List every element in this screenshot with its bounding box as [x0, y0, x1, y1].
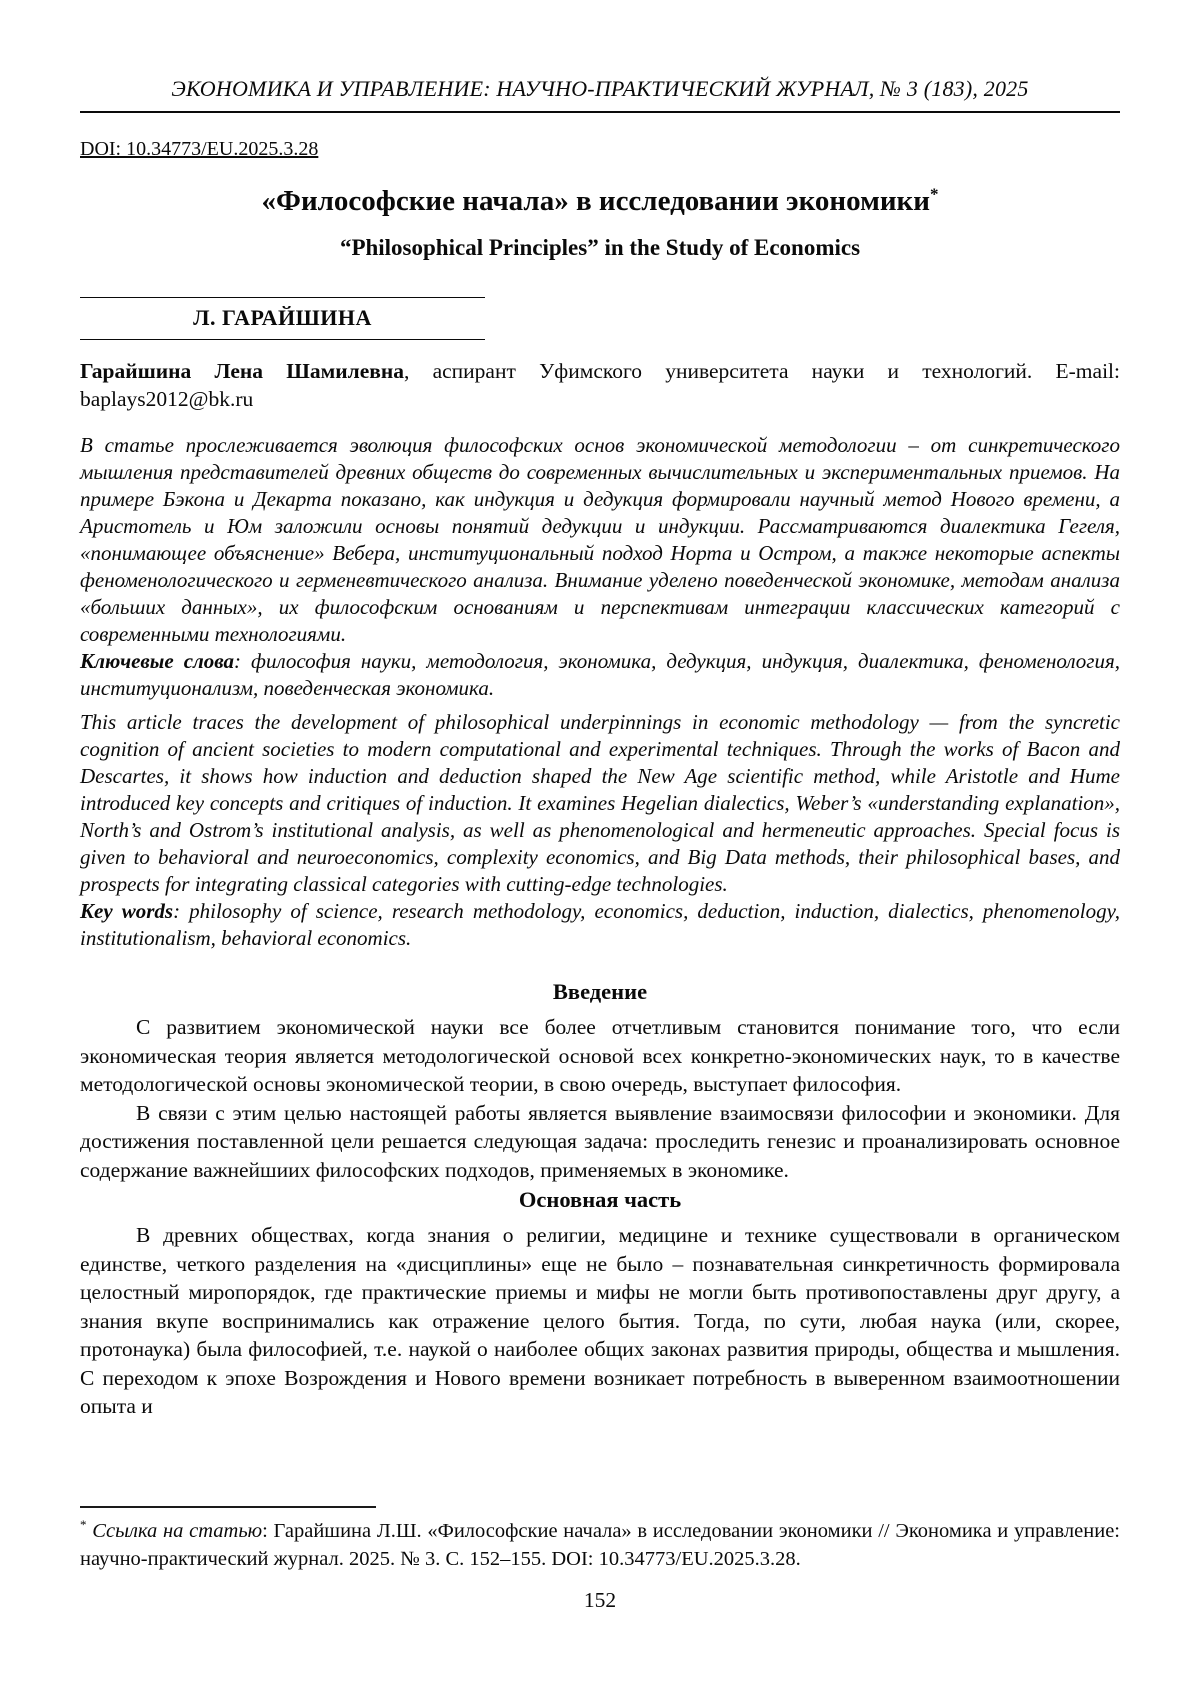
footnote-area — [80, 1506, 1120, 1573]
journal-title: ЭКОНОМИКА И УПРАВЛЕНИЕ: НАУЧНО-ПРАКТИЧЕСКИЙ ЖУРНАЛ, № 3 (183), 2025 — [171, 76, 1029, 101]
abstract-ru: В статье прослеживается эволюция философских основ экономической методологии – от синкретического мышления представителей древних обществ до современных вычислительных и экспериментальных приемов. На примере Бэкона и Декарта показано, как индукция и дедукция формировали научный метод Нового времени, а Аристотель и Юм заложили основы понятий дедукции и индукции. Рассматриваются диалектика Гегеля, «понимающее объяснение» Вебера, институциональный подход Норта и Остром, а также некоторые аспекты феноменологического и герменевтического анализа. Внимание уделено поведенческой экономике, методам анализа «больших данных», их философским основаниям и перспективам интеграции классических категорий с современными технологиями. — [80, 433, 1120, 647]
section-heading-main-part: Основная часть — [518, 1187, 682, 1213]
keywords-en — [80, 898, 1120, 952]
footnote-rule — [80, 1506, 376, 1508]
author-info — [80, 357, 1120, 413]
author-name: Л. ГАРАЙШИНА — [193, 305, 372, 331]
abstract-en: This article traces the development of philosophical underpinnings in economic methodology — from the syncretic cognition of ancient societies to modern computational and experimental techniques. Through the works of Bacon and Descartes, it shows how induction and deduction shaped the New Age scientific method, while Aristotle and Hume introduced key concepts and critiques of induction. It examines Hegelian dialectics, Weber’s «understanding explanation», North’s and Ostrom’s institutional analysis, as well as phenomenological and hermeneutic approaches. Special focus is given to behavioral and neuroeconomics, complexity economics, and Big Data methods, their philosophical bases, and prospects for integrating classical categories with cutting-edge technologies. — [80, 710, 1120, 897]
header-rule — [80, 111, 1120, 113]
author-full-name: Гарайшина Лена Шамилевна — [80, 359, 405, 384]
section-heading-introduction: Введение — [552, 979, 648, 1005]
author-block — [80, 297, 485, 340]
introduction-paragraph-2: В связи с этим целью настоящей работы является выявление взаимосвязи философии и экономики. Для достижения поставленной цели решается следующая задача: проследить генезис и проанализировать основное содержание важнейшиих философских подходов, применяемых в экономике. — [80, 1100, 1120, 1182]
title-footnote-marker: * — [929, 184, 939, 204]
article-title-ru-text: «Философские начала» в исследовании экономики — [261, 185, 930, 217]
keywords-ru-text: : философия науки, методология, экономика, дедукция, индукция, диалектика, феноменология, институционализм, поведенческая экономика. — [80, 649, 1120, 701]
doi-text: DOI: 10.34773/EU.2025.3.28 — [80, 138, 319, 160]
keywords-en-text: : philosophy of science, research methodology, economics, deduction, induction, dialectics, phenomenology, institutionalism, behavioral economics. — [80, 899, 1120, 951]
keywords-en-label: Key words — [80, 899, 174, 924]
article-title-ru — [80, 185, 1120, 218]
introduction-paragraph-1: С развитием экономической науки все более отчетливым становится понимание того, что если экономическая теория является методологической основой всех конкретно-экономических наук, то в качестве методологической основы экономической теории, в свою очередь, выступает философия. — [80, 1015, 1120, 1097]
article-title-en: “Philosophical Principles” in the Study of Economics — [339, 235, 861, 261]
keywords-ru-label: Ключевые слова — [80, 649, 235, 674]
journal-header — [80, 76, 1120, 113]
page-number: 152 — [583, 1588, 617, 1612]
author-affiliation: , аспирант Уфимского университета науки и технологий. E-mail: baplays2012@bk.ru — [80, 359, 1120, 412]
footnote-label: Ссылка на статью — [92, 1520, 263, 1542]
main-part-paragraph-1: В древних обществах, когда знания о религии, медицине и технике существовали в органическом единстве, четкого разделения на «дисциплины» еще не было – познавательная синкретичность формировала целостный миропорядок, где практические приемы и мифы не могли быть противопоставлены друг другу, а знания вкупе воспринимались как отражение целого бытия. Тогда, по сути, любая наука (или, скорее, протонаука) была философией, т.е. наукой о наиболее общих законах развития природы, общества и мышления. С переходом к эпохе Возрождения и Нового времени возникает потребность в выверенном взаимоотношении опыта и — [80, 1223, 1120, 1419]
keywords-ru — [80, 648, 1120, 702]
footnote-text-body: : Гарайшина Л.Ш. «Философские начала» в исследовании экономики // Экономика и управление: научно-практический журнал. 2025. № 3. С. 152–155. DOI: 10.34773/EU.2025.3.28. — [80, 1520, 1120, 1570]
footnote — [80, 1518, 1120, 1573]
footnote-marker: * — [80, 1517, 87, 1533]
